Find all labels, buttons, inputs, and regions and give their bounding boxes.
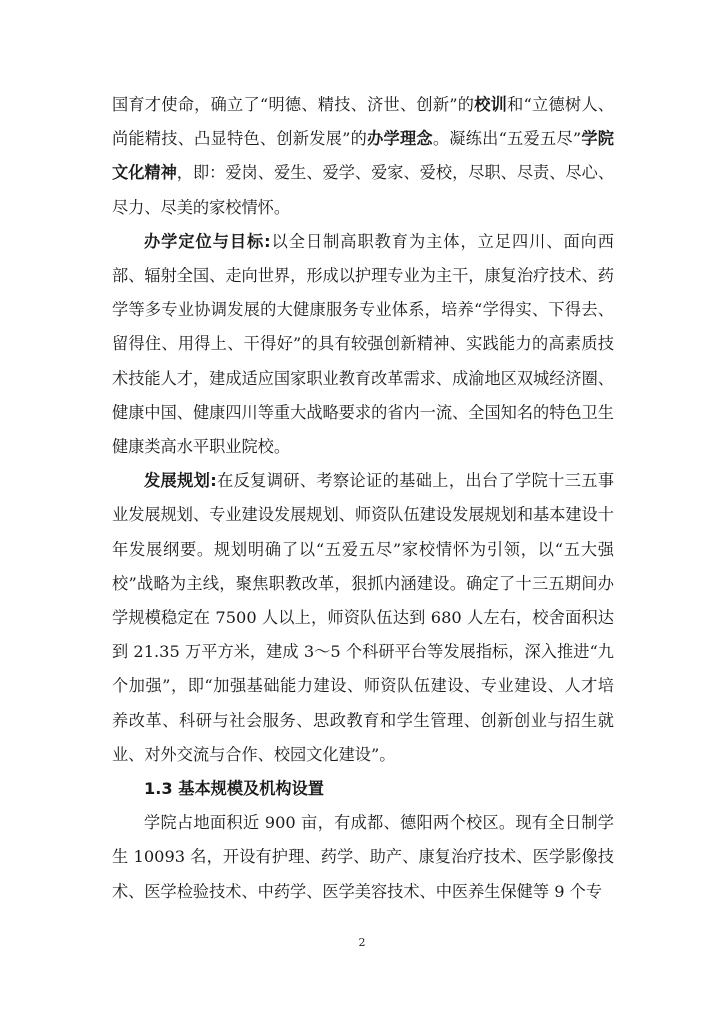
page-number: 2: [358, 936, 366, 949]
paragraph-text: 在反复调研、考察论证的基础上，出台了学院十三五事业发展规划、专业建设发展规划、师资队伍建设发展规划和基本建设十年发展纲要。规划明确了以“五爱五尽”家校情怀为引领，以“五大强校”战略为主线，聚焦职教改革，狠抓内涵建设。确定了十三五期间办学规模稳定在 7500 人以上，师资队伍达到 680 人左右，校舍面积达到 21.35 万平方米，建成 3～5 个科研平台等发展指标，深入推进“九个加强”，即“加强基础能力建设、师资队伍建设、专业建设、人才培养改革、科研与社会服务、思政教育和学生管理、创新创业与招生就业、对外交流与合作、校园文化建设”。: [112, 471, 615, 764]
paragraph-planning: [112, 464, 614, 772]
page-content: [112, 88, 614, 909]
paragraph-heading-planning: 发展规划:: [144, 471, 217, 491]
text-run: 国育才使命，确立了“明德、精技、济世、创新”的: [112, 95, 475, 114]
paragraph-positioning: [112, 225, 614, 464]
paragraph-text: 学院占地面积近 900 亩，有成都、德阳两个校区。现有全日制学生 10093 名，开设有护理、药学、助产、康复治疗技术、医学影像技术、医学检验技术、中药学、医学美容技术、中医养生保健等 9 个专: [112, 813, 614, 901]
text-run: ，即：爱岗、爱生、爱学、爱家、爱校，尽职、尽责、尽心、尽力、尽美的家校情怀。: [112, 163, 615, 217]
paragraph-scale: [112, 806, 614, 909]
paragraph-school-motto: [112, 88, 614, 225]
paragraph-heading-positioning: 办学定位与目标:: [144, 231, 271, 251]
text-run: 和“立德树人、尚能精技、凸显特色、创新发展”的: [112, 95, 614, 149]
section-heading: 1.3 基本规模及机构设置: [144, 779, 324, 799]
text-run: 。凝练出“五爱五尽”: [432, 129, 582, 149]
bold-term-motto: 校训: [474, 95, 508, 114]
paragraph-text: 以全日制高职教育为主体，立足四川、面向西部、辐射全国、走向世界，形成以护理专业为主干，康复治疗技术、药学等多专业协调发展的大健康服务专业体系，培养“学得实、下得去、留得住、用得上、干得好”的具有较强创新精神、实践能力的高素质技术技能人才，建成适应国家职业教育改革需求、成渝地区双城经济圈、健康中国、健康四川等重大战略要求的省内一流、全国知名的特色卫生健康类高水平职业院校。: [112, 231, 614, 457]
bold-term-spirit: 学院文化精神: [112, 129, 614, 183]
bold-term-philosophy: 办学理念: [367, 129, 433, 149]
